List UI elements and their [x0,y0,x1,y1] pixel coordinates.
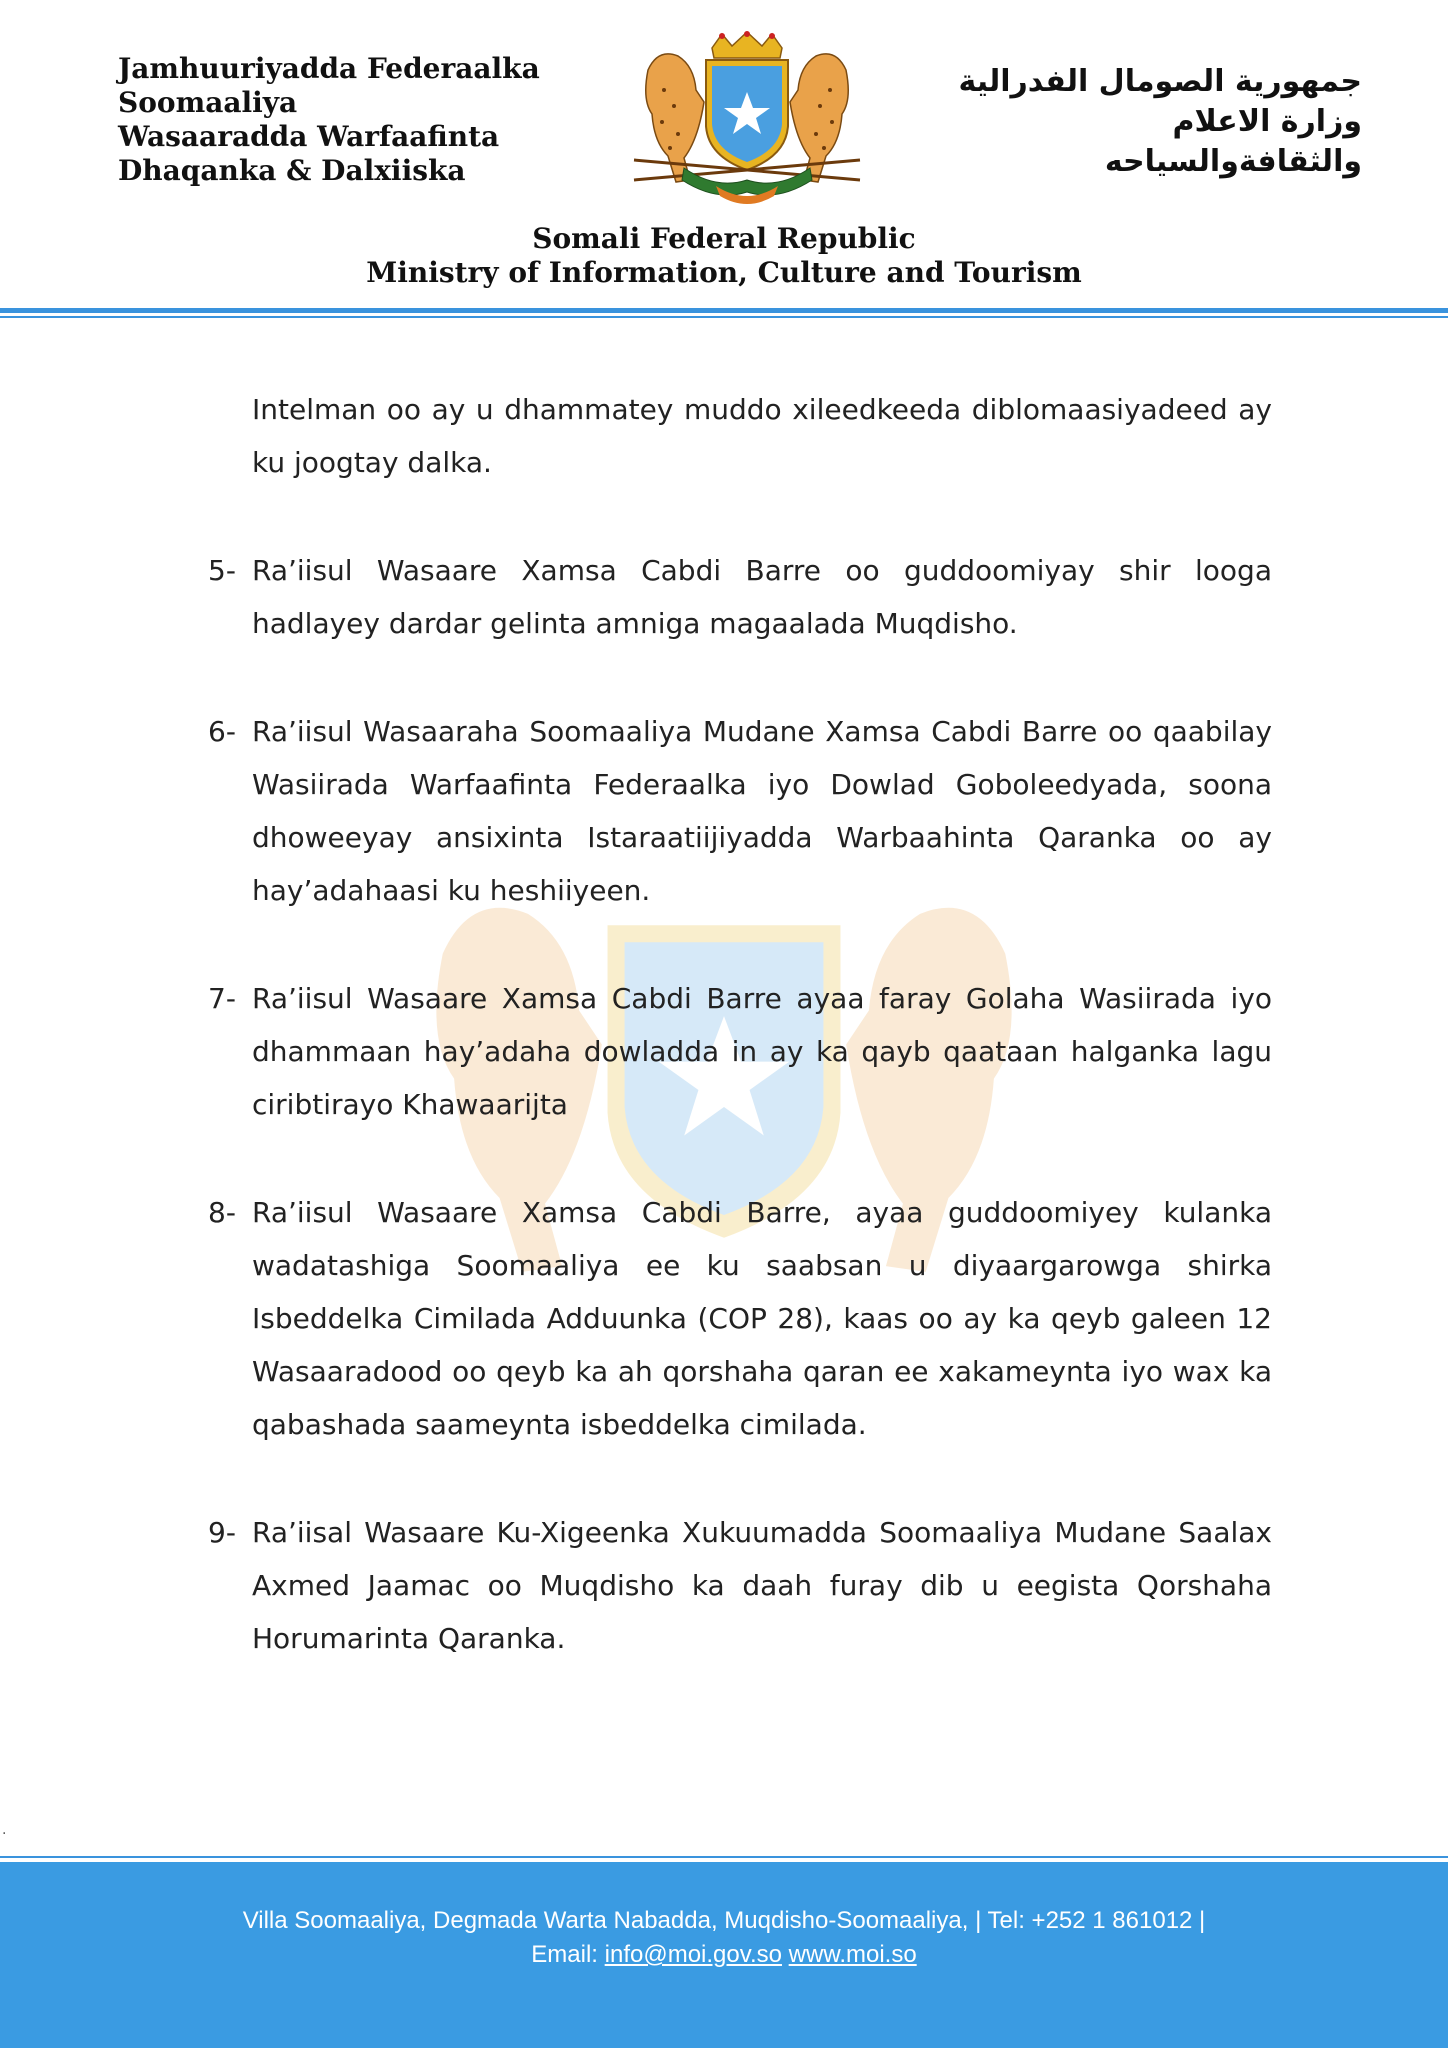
list-item [208,972,1272,1131]
document-body [208,383,1272,1720]
header-somali-line: Jamhuuriyadda Federaalka [118,52,540,85]
footer-divider [0,1856,1448,1858]
header-arabic-line: جمهورية الصومال الفدرالية [958,64,1362,99]
list-item-text: Ra’iisul Wasaare Xamsa Cabdi Barre, ayaa guddoomiyey kulanka wadatashiga Soomaaliya ee ku saabsan u diyaargarowga shirka Isbeddelka Cimilada Adduunka (COP 28), kaas oo ay ka qeyb galeen 12 Wasaaradood oo qeyb ka ah qorshaha qaran ee xakameynta iyo wax ka qabashada saameynta isbeddelka cimilada. [252,1196,1272,1441]
header-divider [0,308,1448,313]
list-item-number: 8- [208,1196,236,1229]
header-somali-lines [118,52,540,188]
list-item-text: Ra’iisul Wasaaraha Soomaaliya Mudane Xamsa Cabdi Barre oo qaabilay Wasiirada Warfaafinta Federaalka iyo Dowlad Goboleedyada, soona dhoweeyay ansixinta Istaraatiijiyadda Warbaahinta Qaranka oo ay hay’adahaasi ku heshiiyeen. [252,715,1272,907]
footer-contact [0,1938,1448,1972]
header-somali-line: Wasaaradda Warfaafinta [118,120,500,153]
ministry-title [0,222,1448,290]
header-arabic-line: وزارة الاعلام [1172,104,1362,139]
ministry-title-line1: Somali Federal Republic [532,222,916,255]
ministry-title-line2: Ministry of Information, Culture and Tourism [366,256,1082,289]
header-somali-line: Soomaaliya [118,86,298,119]
footer-address: Villa Soomaaliya, Degmada Warta Nabadda, Muqdisho-Soomaaliya, | Tel: +252 1 861012 | [242,1907,1206,1934]
header-divider-thin [0,316,1448,318]
lead-paragraph: Intelman oo ay u dhammatey muddo xileedkeeda diblomaasiyadeed ay ku joogtay dalka. [252,393,1272,479]
list-item-number: 5- [208,554,236,587]
list-item [208,1506,1272,1665]
website-link[interactable]: www.moi.so [788,1941,917,1968]
header-arabic-line: والثقافةوالسياحه [1104,144,1362,179]
list-item-text: Ra’iisul Wasaare Xamsa Cabdi Barre ayaa faray Golaha Wasiirada iyo dhammaan hay’adaha dowladda in ay ka qayb qaataan halganka lagu ciribtirayo Khawaarijta [252,982,1272,1121]
list-item-number: 7- [208,982,236,1015]
page-mark: . [2,1822,7,1838]
list-item [208,544,1272,650]
list-item-number: 6- [208,715,236,748]
list-item-text: Ra’iisal Wasaare Ku-Xigeenka Xukuumadda Soomaaliya Mudane Saalax Axmed Jaamac oo Muqdisho ka daah furay dib u eegista Qorshaha Horumarinta Qaranka. [252,1516,1272,1655]
list-item-number: 9- [208,1516,236,1549]
header-arabic-lines [902,62,1362,182]
list-item-text: Ra’iisul Wasaare Xamsa Cabdi Barre oo guddoomiyay shir looga hadlayey dardar gelinta amniga magaalada Muqdisho. [252,554,1272,640]
footer-email-label: Email: [531,1941,598,1968]
header-somali-line: Dhaqanka & Dalxiiska [118,154,466,187]
footer [0,1862,1448,2048]
coat-of-arms-emblem [624,30,870,206]
list-item [208,705,1272,917]
email-link[interactable]: info@moi.gov.so [604,1941,782,1968]
list-item [208,1186,1272,1451]
